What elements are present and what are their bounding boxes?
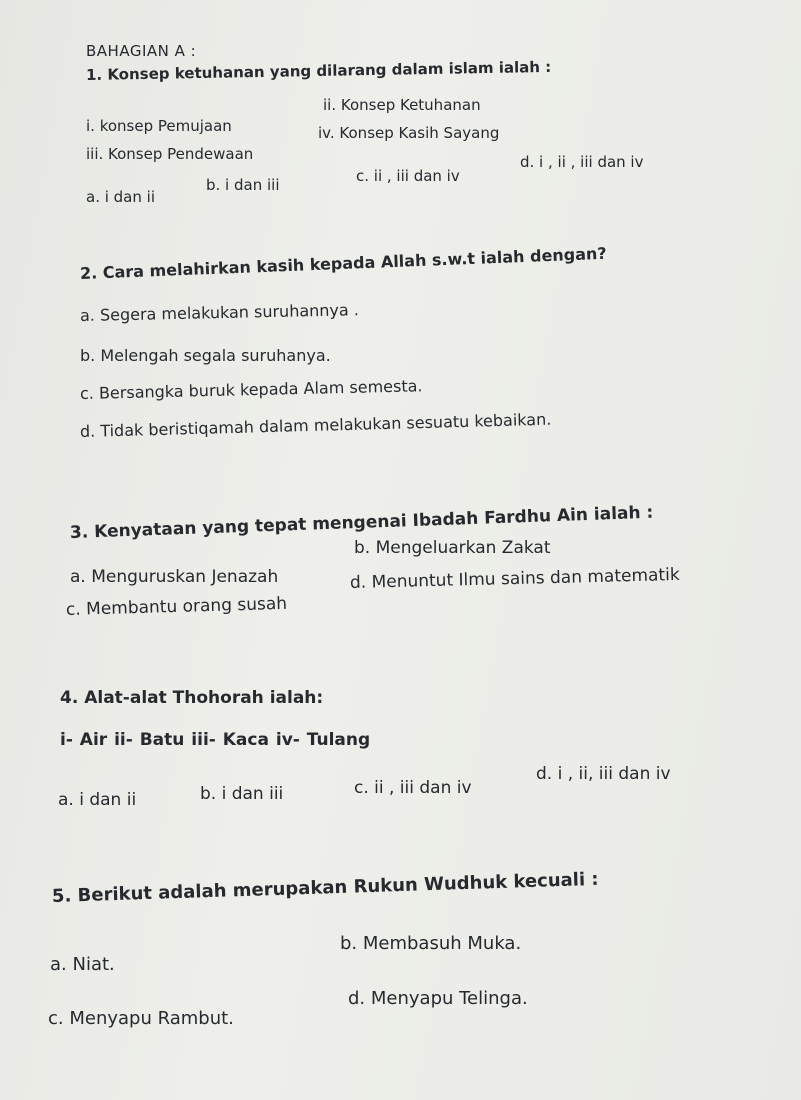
q1-option-c: c. ii , iii dan iv (356, 167, 460, 185)
q1-option-d: d. i , ii , iii dan iv (520, 153, 644, 171)
q2-option-d: d. Tidak beristiqamah dalam melakukan sesuatu kebaikan. (79, 409, 552, 441)
q5-option-d: d. Menyapu Telinga. (348, 988, 528, 1009)
q1-item-ii: ii. Konsep Ketuhanan (323, 96, 481, 114)
q2-option-b: b. Melengah segala suruhanya. (80, 346, 331, 365)
section-title: BAHAGIAN A : (86, 42, 197, 60)
q4-items: i- Air ii- Batu iii- Kaca iv- Tulang (60, 730, 371, 750)
q2-option-a: a. Segera melakukan suruhannya . (79, 300, 360, 325)
question-1: 1. Konsep ketuhanan yang dilarang dalam islam ialah : (85, 57, 552, 84)
q1-item-i: i. konsep Pemujaan (86, 117, 232, 135)
q3-option-d: d. Menuntut Ilmu sains dan matematik (349, 564, 680, 593)
q3-option-a: a. Menguruskan Jenazah (70, 567, 279, 587)
question-4: 4. Alat-alat Thohorah ialah: (60, 688, 324, 708)
q1-item-iii: iii. Konsep Pendewaan (86, 145, 254, 163)
q1-option-b: b. i dan iii (206, 176, 280, 194)
q1-item-iv: iv. Konsep Kasih Sayang (318, 124, 500, 142)
question-2: 2. Cara melahirkan kasih kepada Allah s.w.t ialah dengan? (79, 243, 607, 283)
q4-option-a: a. i dan ii (58, 790, 137, 810)
q4-option-d: d. i , ii, iii dan iv (536, 764, 671, 784)
question-3: 3. Kenyataan yang tepat mengenai Ibadah Fardhu Ain ialah : (69, 502, 654, 543)
q5-option-c: c. Menyapu Rambut. (48, 1008, 234, 1029)
q1-option-a: a. i dan ii (86, 188, 155, 206)
q5-option-a: a. Niat. (50, 954, 115, 975)
q4-option-c: c. ii , iii dan iv (354, 778, 472, 798)
question-5: 5. Berikut adalah merupakan Rukun Wudhuk kecuali : (51, 868, 599, 907)
q2-option-c: c. Bersangka buruk kepada Alam semesta. (79, 376, 423, 403)
q5-option-b: b. Membasuh Muka. (340, 933, 522, 954)
q3-option-c: c. Membantu orang susah (65, 593, 288, 620)
q4-option-b: b. i dan iii (200, 784, 284, 804)
q3-option-b: b. Mengeluarkan Zakat (354, 538, 551, 558)
